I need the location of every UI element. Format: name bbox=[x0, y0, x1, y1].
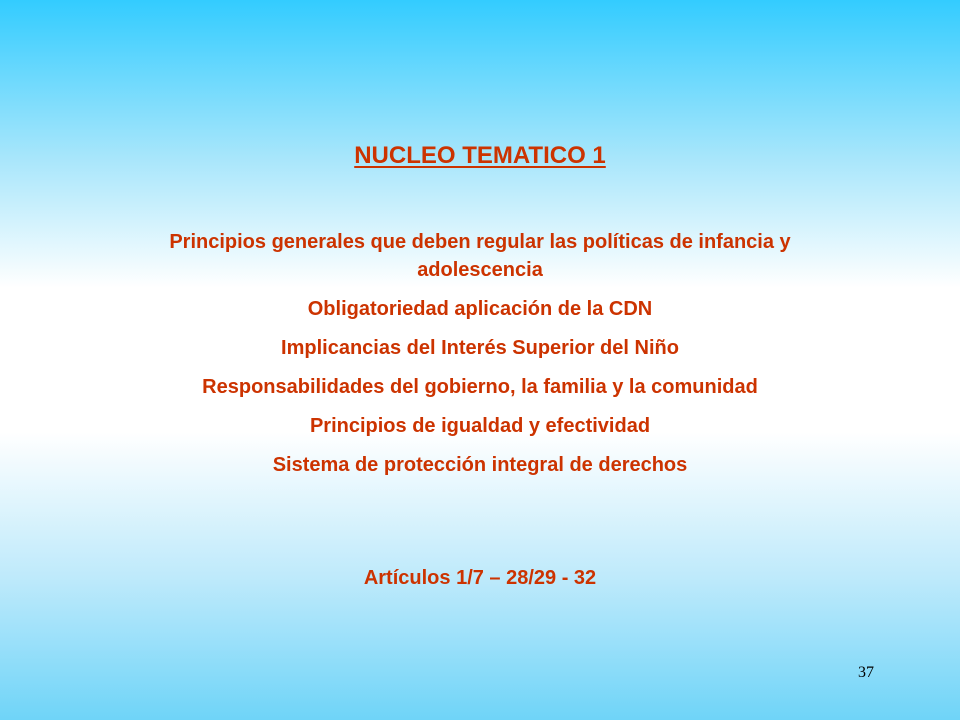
articles-reference: Artículos 1/7 – 28/29 - 32 bbox=[363, 567, 597, 589]
topic-item: Sistema de protección integral de derechos bbox=[272, 454, 688, 476]
topic-item: Implicancias del Interés Superior del Niño bbox=[281, 337, 679, 359]
topic-item: Obligatoriedad aplicación de la CDN bbox=[307, 298, 653, 320]
slide-title: NUCLEO TEMATICO 1 bbox=[354, 142, 606, 169]
topic-item: Principios de igualdad y efectividad bbox=[309, 415, 651, 437]
topic-item: Responsabilidades del gobierno, la familia y la comunidad bbox=[202, 376, 758, 398]
page-number: 37 bbox=[858, 664, 874, 681]
topic-item: Principios generales que deben regular las políticas de infancia y adolescencia bbox=[169, 231, 791, 281]
topic-list bbox=[130, 228, 830, 490]
